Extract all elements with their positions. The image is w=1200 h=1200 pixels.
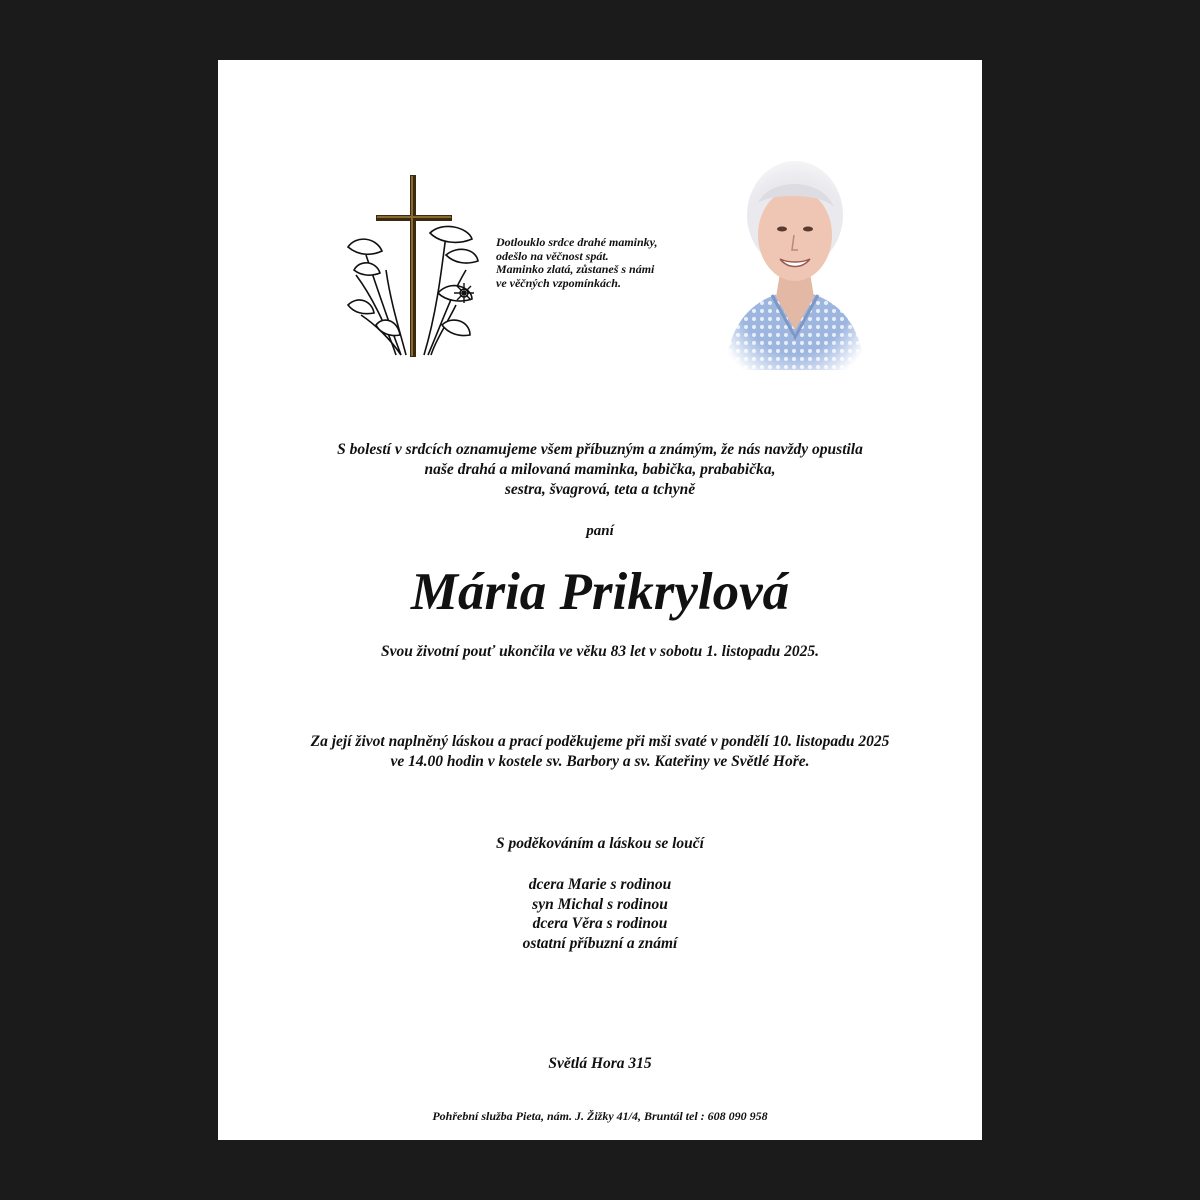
portrait-photo xyxy=(710,155,880,380)
funeral-mass-info xyxy=(218,732,982,772)
life-summary: Svou životní pouť ukončila ve věku 83 let v sobotu 1. listopadu 2025. xyxy=(381,643,819,660)
mourner-item: dcera Věra s rodinou xyxy=(532,915,668,932)
family-address: Světlá Hora 315 xyxy=(548,1055,652,1072)
memorial-verse xyxy=(496,236,736,290)
verse-line: ve věčných vzpomínkách. xyxy=(496,275,621,290)
mass-line: ve 14.00 hodin v kostele sv. Barbory a sv. Kateřiny ve Světlé Hoře. xyxy=(390,753,810,770)
mourners-list xyxy=(218,875,982,953)
honorific: paní xyxy=(586,523,614,539)
verse-line: odešlo na věčnost spát. xyxy=(496,248,609,263)
announcement-text xyxy=(218,440,982,500)
verse-line: Dotlouklo srdce drahé maminky, xyxy=(496,235,658,249)
mourner-item: dcera Marie s rodinou xyxy=(528,876,672,893)
funeral-service-footer: Pohřební služba Pieta, nám. J. Žižky 41/4, Bruntál tel : 608 090 958 xyxy=(432,1109,768,1123)
mass-line: Za její život naplněný láskou a prací poděkujeme při mši svaté v pondělí 10. listopadu 2025 xyxy=(310,733,890,750)
cross-with-lilies-icon xyxy=(346,175,486,360)
death-notice-sheet xyxy=(218,60,982,1140)
announcement-line: S bolestí v srdcích oznamujeme všem příbuzným a známým, že nás navždy opustila xyxy=(337,441,863,458)
deceased-name: Mária Prikrylová xyxy=(410,563,790,621)
verse-line: Maminko zlatá, zůstaneš s námi xyxy=(496,262,655,276)
announcement-line: sestra, švagrová, teta a tchyně xyxy=(504,481,696,498)
mourner-item: ostatní příbuzní a známí xyxy=(522,934,678,952)
farewell-heading: S poděkováním a láskou se loučí xyxy=(496,835,704,852)
announcement-line: naše drahá a milovaná maminka, babička, prababička, xyxy=(424,461,776,478)
mourner-item: syn Michal s rodinou xyxy=(532,895,668,913)
